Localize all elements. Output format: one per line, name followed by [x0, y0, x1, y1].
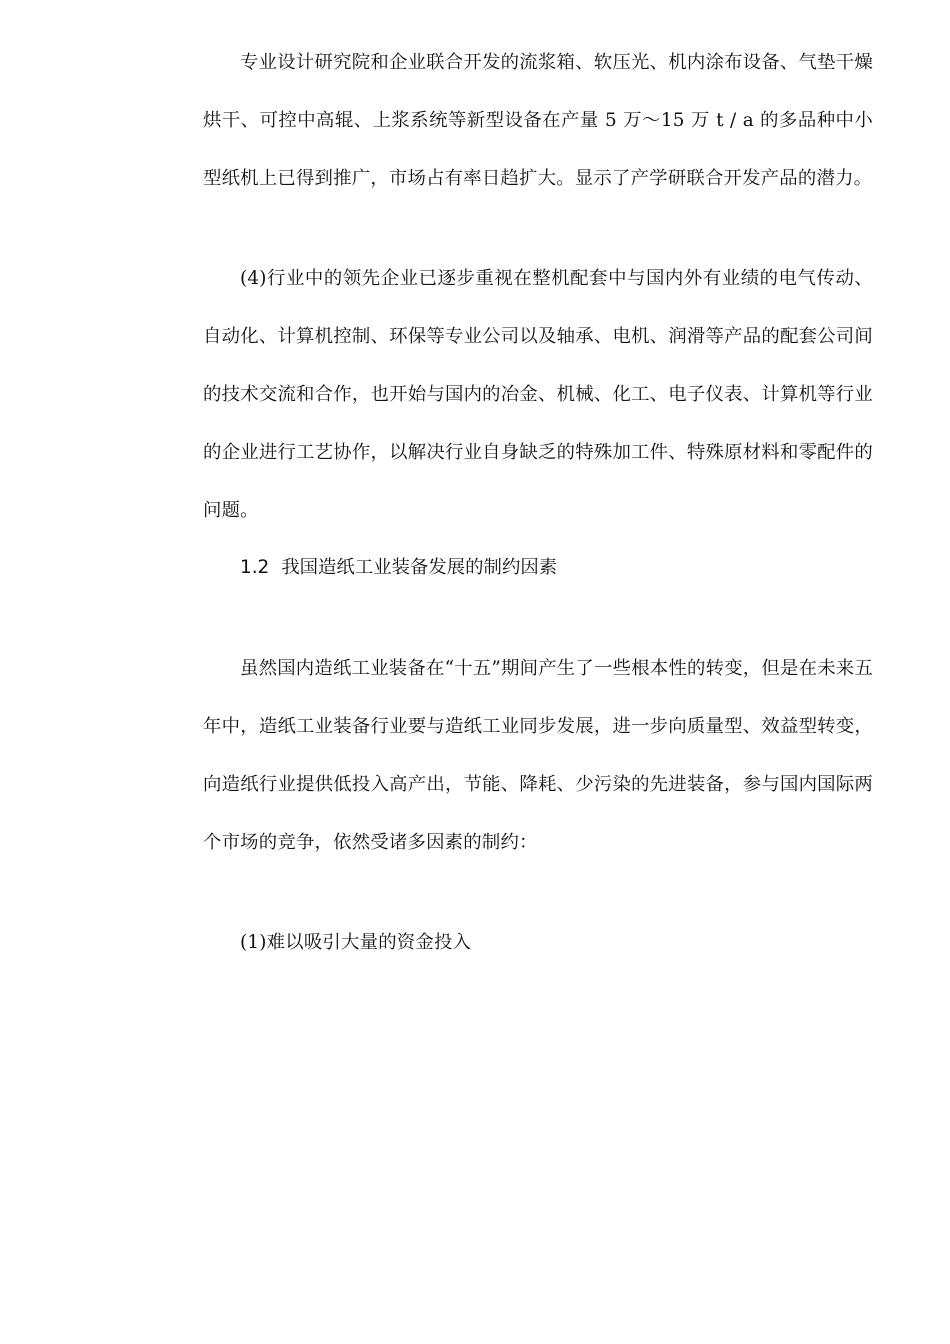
paragraph-equipment-development: 专业设计研究院和企业联合开发的流浆箱、软压光、机内涂布设备、气垫干燥烘干、可控中高辊、上浆系统等新型设备在产量 5 万～15 万 t / a 的多品种中小型纸机上已得到推广，市场占有率日趋扩大。显示了产学研联合开发产品的潜力。: [203, 52, 873, 189]
paragraph-item-1-funding: (1)难以吸引大量的资金投入: [240, 932, 472, 954]
section-heading: [203, 539, 873, 597]
section-title: 我国造纸工业装备发展的制约因素: [281, 557, 558, 579]
paragraph-item-4-cooperation: (4)行业中的领先企业已逐步重视在整机配套中与国内外有业绩的电气传动、自动化、计算机控制、环保等专业公司以及轴承、电机、润滑等产品的配套公司间的技术交流和合作，也开始与国内的冶金、机械、化工、电子仪表、计算机等行业的企业进行工艺协作，以解决行业自身缺乏的特殊加工件、特殊原材料和零配件的问题。: [203, 268, 873, 521]
document-page: [203, 34, 873, 972]
paragraph-constraints-intro: 虽然国内造纸工业装备在“十五”期间产生了一些根本性的转变，但是在未来五年中，造纸工业装备行业要与造纸工业同步发展，进一步向质量型、效益型转变，向造纸行业提供低投入高产出，节能、降耗、少污染的先进装备，参与国内国际两个市场的竞争，依然受诸多因素的制约：: [203, 658, 873, 853]
section-number: 1.2: [240, 557, 270, 579]
